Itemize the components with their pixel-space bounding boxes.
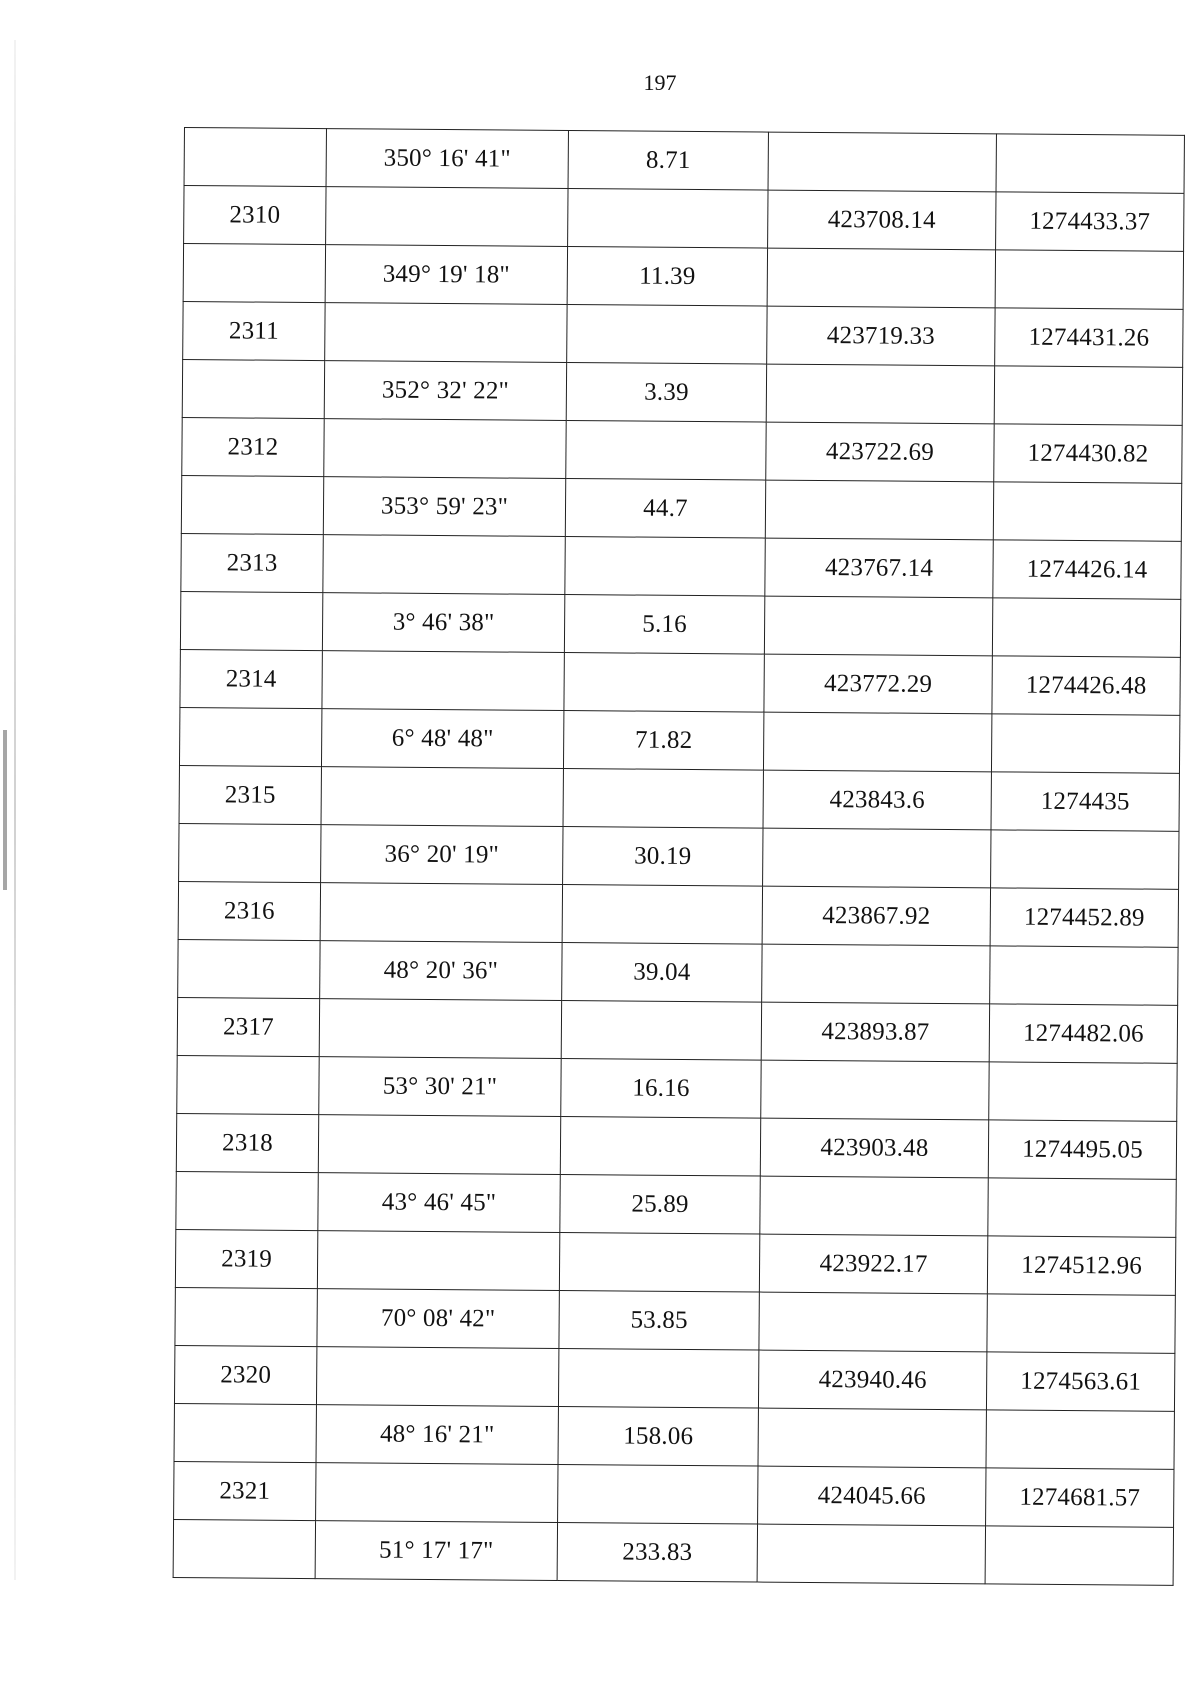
table-row (175, 1229, 1175, 1295)
easting-cell: 1274495.05 (988, 1120, 1176, 1179)
northing-cell: 423903.48 (760, 1118, 988, 1178)
bearing-cell: 51° 17' 17" (315, 1521, 557, 1581)
northing-cell: 423708.14 (768, 190, 996, 250)
easting-cell (986, 1410, 1174, 1469)
easting-cell (991, 714, 1179, 773)
distance-cell: 5.16 (564, 595, 764, 655)
point-id-cell (184, 128, 326, 187)
bearing-cell (322, 651, 564, 711)
distance-cell (558, 1348, 758, 1408)
distance-cell: 158.06 (558, 1406, 758, 1466)
point-id-cell: 2316 (178, 881, 320, 940)
point-id-cell (179, 823, 321, 882)
northing-cell (767, 248, 995, 308)
distance-cell: 3.39 (566, 363, 766, 423)
table-row (173, 1519, 1173, 1585)
table-row (177, 1055, 1177, 1121)
bearing-cell (325, 303, 567, 363)
point-id-cell (181, 475, 323, 534)
northing-cell (757, 1524, 985, 1584)
table-row (184, 128, 1184, 194)
easting-cell: 1274435 (991, 772, 1179, 831)
distance-cell: 71.82 (563, 711, 763, 771)
point-id-cell: 2315 (179, 765, 321, 824)
easting-cell: 1274430.82 (994, 424, 1182, 483)
easting-cell: 1274426.14 (993, 540, 1181, 599)
distance-cell (558, 1464, 758, 1524)
distance-cell (568, 189, 768, 249)
table-row (176, 1171, 1176, 1237)
table-row (183, 301, 1183, 367)
distance-cell: 53.85 (559, 1290, 759, 1350)
northing-cell: 423940.46 (758, 1350, 986, 1410)
point-id-cell (176, 1171, 318, 1230)
bearing-cell (319, 999, 561, 1059)
point-id-cell (178, 939, 320, 998)
table-row (181, 475, 1181, 541)
bearing-cell: 36° 20' 19" (321, 825, 563, 885)
easting-cell: 1274452.89 (990, 888, 1178, 947)
point-id-cell (183, 244, 325, 303)
table-row (174, 1403, 1174, 1469)
easting-cell (989, 1062, 1177, 1121)
bearing-cell (320, 883, 562, 943)
point-id-cell: 2311 (183, 301, 325, 360)
point-id-cell (179, 707, 321, 766)
point-id-cell: 2314 (180, 649, 322, 708)
northing-cell: 423893.87 (761, 1002, 989, 1062)
point-id-cell: 2318 (176, 1113, 318, 1172)
distance-cell (565, 537, 765, 597)
distance-cell (564, 653, 764, 713)
distance-cell (560, 1116, 760, 1176)
table-row (179, 707, 1179, 773)
table-row (178, 939, 1178, 1005)
easting-cell (985, 1526, 1173, 1585)
point-id-cell: 2313 (181, 533, 323, 592)
table-row (175, 1287, 1175, 1353)
coordinates-table (173, 127, 1185, 1586)
northing-cell: 423922.17 (759, 1234, 987, 1294)
northing-cell (766, 364, 994, 424)
bearing-cell (324, 419, 566, 479)
easting-cell: 1274681.57 (986, 1468, 1174, 1527)
northing-cell: 423767.14 (765, 538, 993, 598)
table-row (174, 1461, 1174, 1527)
bearing-cell: 3° 46' 38" (322, 593, 564, 653)
distance-cell (561, 1000, 761, 1060)
table-row (183, 244, 1183, 310)
table-row (179, 765, 1179, 831)
point-id-cell (182, 359, 324, 418)
table-row (182, 359, 1182, 425)
easting-cell (990, 946, 1178, 1005)
bearing-cell (321, 767, 563, 827)
table-row (180, 649, 1180, 715)
point-id-cell (175, 1287, 317, 1346)
point-id-cell (174, 1403, 316, 1462)
easting-cell (991, 830, 1179, 889)
bearing-cell (318, 1115, 560, 1175)
bearing-cell: 48° 16' 21" (316, 1405, 558, 1465)
table-row (177, 997, 1177, 1063)
northing-cell: 423772.29 (764, 654, 992, 714)
bearing-cell: 349° 19' 18" (325, 245, 567, 305)
northing-cell (759, 1292, 987, 1352)
easting-cell: 1274431.26 (995, 308, 1183, 367)
northing-cell: 423843.6 (763, 770, 991, 830)
easting-cell: 1274426.48 (992, 656, 1180, 715)
distance-cell (566, 421, 766, 481)
table-row (178, 881, 1178, 947)
easting-cell (987, 1294, 1175, 1353)
northing-cell (765, 480, 993, 540)
northing-cell: 423867.92 (762, 886, 990, 946)
bearing-cell (316, 1347, 558, 1407)
northing-cell (758, 1408, 986, 1468)
bearing-cell (316, 1463, 558, 1523)
bearing-cell (317, 1231, 559, 1291)
easting-cell (992, 598, 1180, 657)
bearing-cell: 353° 59' 23" (323, 477, 565, 537)
table-row (180, 591, 1180, 657)
point-id-cell (173, 1519, 315, 1578)
distance-cell: 44.7 (565, 479, 765, 539)
distance-cell: 39.04 (562, 942, 762, 1002)
distance-cell: 233.83 (557, 1522, 757, 1582)
distance-cell (559, 1232, 759, 1292)
point-id-cell: 2321 (174, 1461, 316, 1520)
point-id-cell: 2319 (175, 1229, 317, 1288)
scan-edge-shadow (3, 730, 7, 890)
distance-cell: 11.39 (567, 247, 767, 307)
easting-cell: 1274563.61 (986, 1352, 1174, 1411)
table-row (184, 186, 1184, 252)
distance-cell: 25.89 (560, 1174, 760, 1234)
easting-cell: 1274433.37 (996, 192, 1184, 251)
northing-cell: 424045.66 (758, 1466, 986, 1526)
bearing-cell (326, 187, 568, 247)
bearing-cell: 350° 16' 41" (326, 129, 568, 189)
distance-cell: 8.71 (568, 131, 768, 191)
northing-cell (763, 712, 991, 772)
distance-cell: 16.16 (561, 1058, 761, 1118)
page-number: 197 (643, 70, 677, 95)
northing-cell (768, 132, 996, 192)
easting-cell (993, 482, 1181, 541)
northing-cell (760, 1176, 988, 1236)
scan-edge-line (14, 40, 16, 1580)
point-id-cell (177, 1055, 319, 1114)
point-id-cell: 2320 (174, 1345, 316, 1404)
bearing-cell: 6° 48' 48" (321, 709, 563, 769)
easting-cell (995, 250, 1183, 309)
bearing-cell: 53° 30' 21" (319, 1057, 561, 1117)
northing-cell (762, 944, 990, 1004)
distance-cell: 30.19 (563, 826, 763, 886)
coordinates-table-body (173, 128, 1184, 1586)
northing-cell (761, 1060, 989, 1120)
northing-cell (764, 596, 992, 656)
distance-cell (563, 769, 763, 829)
table-row (182, 417, 1182, 483)
bearing-cell: 70° 08' 42" (317, 1289, 559, 1349)
easting-cell: 1274512.96 (987, 1236, 1175, 1295)
bearing-cell: 43° 46' 45" (318, 1173, 560, 1233)
easting-cell (988, 1178, 1176, 1237)
table-row (179, 823, 1179, 889)
northing-cell: 423719.33 (767, 306, 995, 366)
easting-cell: 1274482.06 (989, 1004, 1177, 1063)
bearing-cell: 48° 20' 36" (320, 941, 562, 1001)
point-id-cell: 2312 (182, 417, 324, 476)
northing-cell: 423722.69 (766, 422, 994, 482)
distance-cell (562, 884, 762, 944)
bearing-cell: 352° 32' 22" (324, 361, 566, 421)
table-row (174, 1345, 1174, 1411)
northing-cell (763, 828, 991, 888)
distance-cell (567, 305, 767, 365)
easting-cell (994, 366, 1182, 425)
point-id-cell (180, 591, 322, 650)
point-id-cell: 2310 (184, 186, 326, 245)
table-row (181, 533, 1181, 599)
easting-cell (996, 134, 1184, 193)
bearing-cell (323, 535, 565, 595)
table-row (176, 1113, 1176, 1179)
point-id-cell: 2317 (177, 997, 319, 1056)
